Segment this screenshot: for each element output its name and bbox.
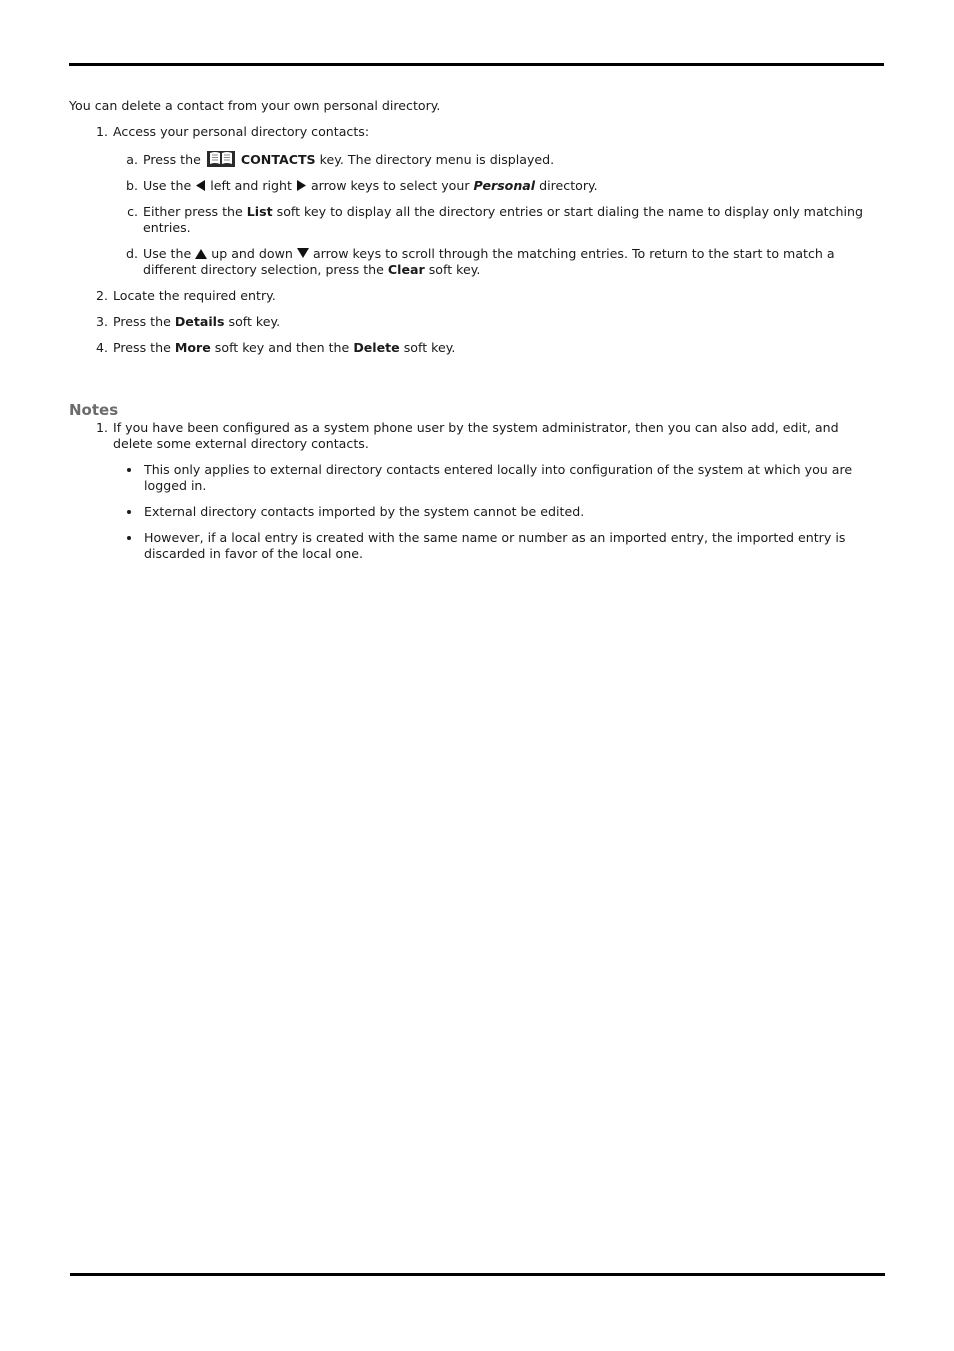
substep-c: c. Either press the List soft key to display all the directory entries or start dialing the name to display only matching entries. — [142, 204, 869, 236]
header-rule — [69, 63, 884, 66]
substep-a: a. Press the CONTACTS key. The directory menu is displayed. — [142, 150, 869, 168]
step-1 — [112, 124, 869, 278]
note-bullet: • This only applies to external directory contacts entered locally into configuration of the system at which you are logged in. — [142, 462, 869, 494]
step-1-substeps — [113, 150, 869, 278]
step-4: 4. Press the More soft key and then the Delete soft key. — [112, 340, 869, 356]
step-3: 3. Press the Details soft key. — [112, 314, 869, 330]
intro-text: You can delete a contact from your own personal directory. — [69, 98, 441, 113]
step-2: 2. Locate the required entry. — [112, 288, 869, 304]
down-arrow-icon — [297, 248, 309, 259]
left-arrow-icon — [195, 180, 206, 191]
document-body — [69, 98, 869, 572]
note-bullet: • However, if a local entry is created with the same name or number as an imported entry, the imported entry is discarded in favor of the local one. — [142, 530, 869, 562]
footer-rule — [70, 1273, 885, 1276]
note-bullet: • External directory contacts imported by the system cannot be edited. — [142, 504, 869, 520]
right-arrow-icon — [296, 180, 307, 191]
steps-list — [69, 124, 869, 356]
contacts-book-icon — [207, 150, 235, 167]
step-1-text: Access your personal directory contacts: — [113, 124, 370, 139]
substep-d: d. Use the up and down arrow keys to scroll through the matching entries. To return to the start to match a different directory selection, press the Clear soft key. — [142, 246, 869, 278]
up-arrow-icon — [195, 248, 207, 259]
notes-heading: Notes — [69, 401, 119, 419]
notes-bullets — [113, 462, 869, 562]
notes-list — [69, 420, 869, 562]
substep-b: b. Use the left and right arrow keys to select your Personal directory. — [142, 178, 869, 194]
note-1: 1. If you have been configured as a system phone user by the system administrator, then you can also add, edit, and delete some external directory contacts. • This only applies to external directory contacts entered locally into configuration of the system at which you are logged in. • External directory contacts imported by the system cannot be edited. • However, if a local entry is created with the same name or number as an imported entry, the imported entry is discarded in favor of the local one. — [112, 420, 869, 562]
